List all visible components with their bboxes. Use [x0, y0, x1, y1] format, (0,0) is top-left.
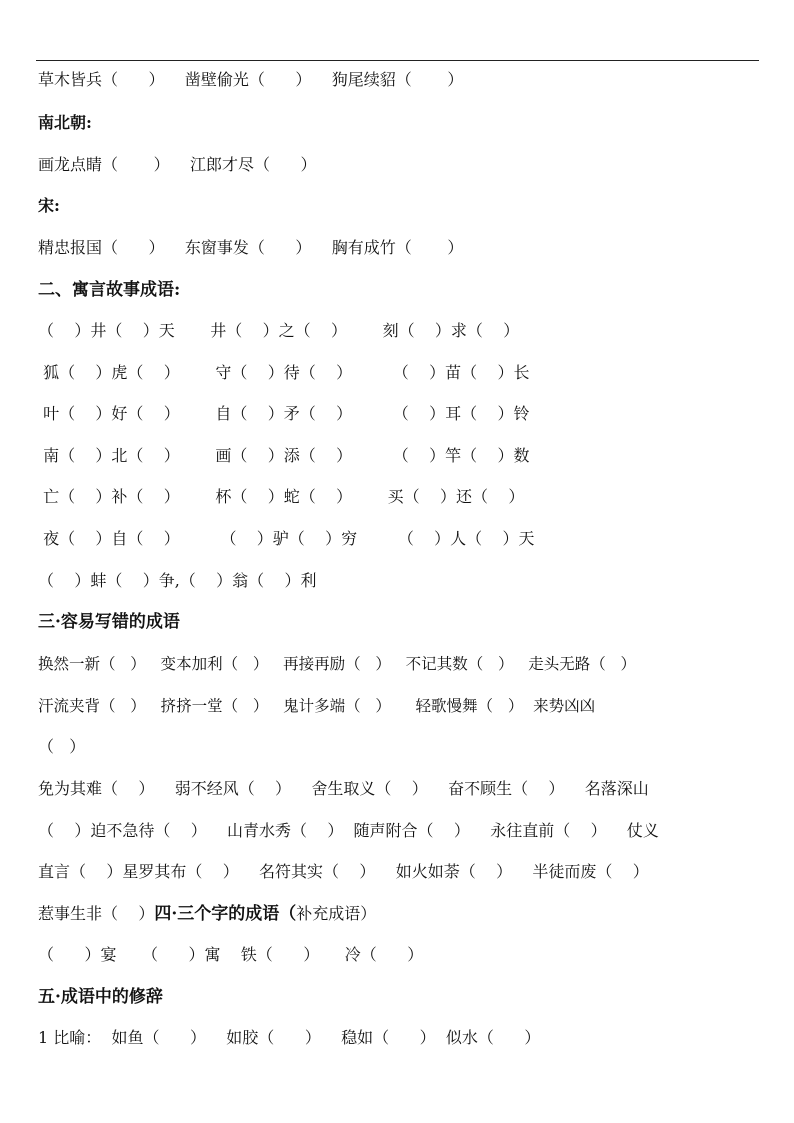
section-note: 补充成语） [296, 904, 377, 923]
error-idiom-line: 汗流夹背（ ） 挤挤一堂（ ） 鬼计多端（ ） 轻歌慢舞（ ） 来势凶凶 [38, 697, 596, 715]
three-char-line: （ ）宴 （ ）寓 铁（ ） 冷（ ） [38, 945, 424, 964]
error-idiom-line: （ ）迫不急待（ ） 山青水秀（ ） 随声附合（ ） 永往直前（ ） 仗义 [38, 821, 659, 840]
header-rule [36, 60, 759, 61]
dynasty-heading: 南北朝: [38, 113, 92, 132]
idiom-line: 画龙点睛（ ） 江郎才尽（ ） [38, 155, 317, 174]
fable-line: 夜（ ）自（ ） （ ）驴（ ）穷 （ ）人（ ）天 [38, 529, 535, 548]
fable-line: 亡（ ）补（ ） 杯（ ）蛇（ ） 买（ ）还（ ） [38, 487, 525, 506]
fable-line: （ ）蚌（ ）争,（ ）翁（ ）利 [38, 571, 317, 590]
error-idiom-line: （ ） [38, 737, 86, 756]
error-idiom-line: 直言（ ）星罗其布（ ） 名符其实（ ） 如火如荼（ ） 半徒而废（ ） [38, 862, 649, 881]
section-heading: 五·成语中的修辞 [38, 987, 163, 1007]
error-idiom-line: 换然一新（ ） 变本加利（ ） 再接再励（ ） 不记其数（ ） 走头无路（ ） [38, 655, 637, 673]
rhetoric-line: 1 比喻： 如鱼（ ） 如胶（ ） 稳如（ ） 似水（ ） [38, 1028, 541, 1047]
mixed-line [38, 904, 376, 924]
section-heading: 四·三个字的成语（ [154, 904, 297, 924]
idiom-line: 草木皆兵（ ） 凿壁偷光（ ） 狗尾续貂（ ） [38, 70, 464, 89]
error-idiom-item: 惹事生非（ ） [38, 904, 155, 923]
fable-line: （ ）井（ ）天 井（ ）之（ ） 刻（ ）求（ ） [38, 321, 520, 340]
idiom-line: 精忠报国（ ） 东窗事发（ ） 胸有成竹（ ） [38, 238, 464, 257]
section-heading: 二、寓言故事成语: [38, 280, 181, 300]
fable-line: 南（ ）北（ ） 画（ ）添（ ） （ ）竿（ ）数 [38, 446, 530, 465]
error-idiom-line: 免为其难（ ） 弱不经风（ ） 舍生取义（ ） 奋不顾生（ ） 名落深山 [38, 779, 649, 798]
section-heading: 三·容易写错的成语 [38, 612, 180, 632]
dynasty-heading: 宋: [38, 196, 60, 215]
fable-line: 狐（ ）虎（ ） 守（ ）待（ ） （ ）苗（ ）长 [38, 363, 530, 382]
fable-line: 叶（ ）好（ ） 自（ ）矛（ ） （ ）耳（ ）铃 [38, 404, 530, 423]
